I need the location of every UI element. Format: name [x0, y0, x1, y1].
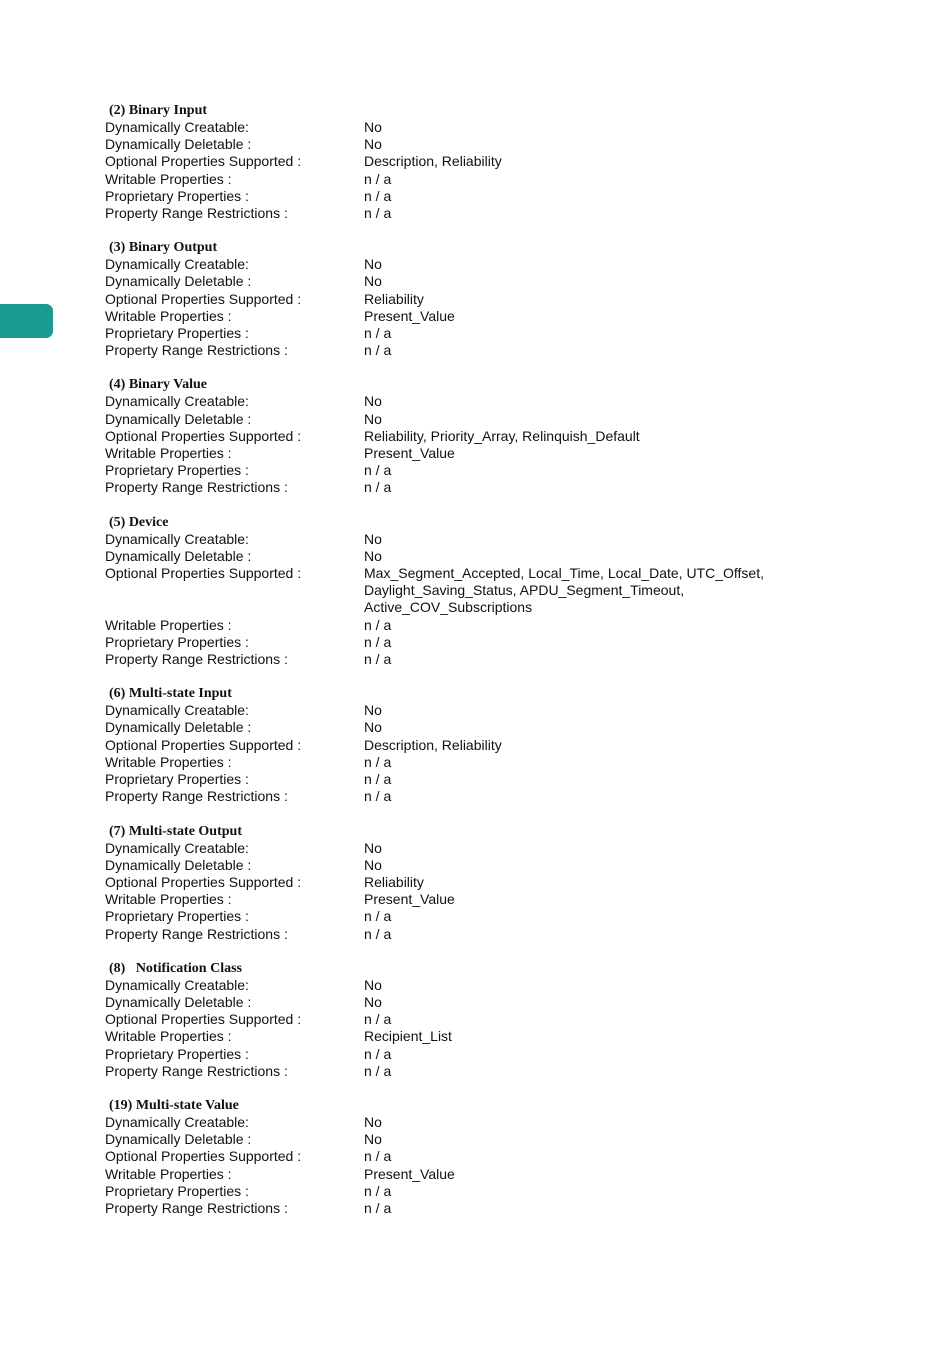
property-value: Description, Reliability [364, 736, 502, 753]
property-value: No [364, 273, 382, 290]
property-value: Present_Value [364, 445, 455, 462]
property-value: No [364, 976, 382, 993]
property-label: Optional Properties Supported : [105, 290, 302, 307]
property-row [105, 291, 905, 308]
property-label: Writable Properties : [105, 307, 232, 324]
property-row [105, 308, 905, 325]
property-row [105, 771, 905, 788]
property-label: Dynamically Deletable : [105, 410, 252, 427]
section-binary-input [105, 102, 905, 222]
property-value: n / a [364, 1011, 392, 1028]
property-value: No [364, 256, 382, 273]
property-label: Writable Properties : [105, 1165, 232, 1182]
property-label: Dynamically Creatable: [105, 839, 249, 856]
property-row [105, 531, 905, 548]
section-notification-class [105, 960, 905, 1080]
property-label: Property Range Restrictions : [105, 925, 288, 942]
property-row [105, 565, 905, 617]
property-value: n / a [364, 908, 392, 925]
property-row [105, 153, 905, 170]
property-value: n / a [364, 462, 392, 479]
property-label: Property Range Restrictions : [105, 788, 288, 805]
section-device [105, 514, 905, 669]
property-label: Proprietary Properties : [105, 462, 249, 479]
property-row [105, 702, 905, 719]
property-value: Present_Value [364, 1165, 455, 1182]
property-value: No [364, 136, 382, 153]
property-value: No [364, 410, 382, 427]
property-value: Present_Value [364, 307, 455, 324]
property-value: Recipient_List [364, 1028, 452, 1045]
property-label: Dynamically Deletable : [105, 719, 252, 736]
property-label: Dynamically Creatable: [105, 976, 249, 993]
property-value: n / a [364, 771, 392, 788]
property-row [105, 188, 905, 205]
property-value: No [364, 119, 382, 135]
property-row [105, 719, 905, 736]
property-label: Property Range Restrictions : [105, 205, 288, 222]
property-value: n / a [364, 1199, 392, 1216]
property-row [105, 342, 905, 359]
property-label: Dynamically Creatable: [105, 530, 249, 547]
property-row [105, 325, 905, 342]
property-label: Dynamically Deletable : [105, 993, 252, 1010]
property-row [105, 891, 905, 908]
property-label: Dynamically Creatable: [105, 702, 249, 719]
property-row [105, 977, 905, 994]
property-value: No [364, 856, 382, 873]
property-label: Writable Properties : [105, 445, 232, 462]
property-row [105, 617, 905, 634]
property-row [105, 119, 905, 136]
property-value: No [364, 530, 382, 547]
property-label: Dynamically Deletable : [105, 273, 252, 290]
property-row [105, 445, 905, 462]
property-row [105, 1131, 905, 1148]
property-label: Dynamically Creatable: [105, 1113, 249, 1130]
property-value: n / a [364, 925, 392, 942]
property-row [105, 273, 905, 290]
property-label: Writable Properties : [105, 170, 232, 187]
property-label: Property Range Restrictions : [105, 479, 288, 496]
property-label: Optional Properties Supported : [105, 565, 302, 582]
property-label: Dynamically Creatable: [105, 393, 249, 410]
property-label: Optional Properties Supported : [105, 1011, 302, 1028]
property-value: Reliability [364, 873, 424, 890]
property-label: Optional Properties Supported : [105, 1148, 302, 1165]
property-value: No [364, 1113, 382, 1130]
property-value: n / a [364, 1062, 392, 1079]
section-title: (3) Binary Output [109, 240, 218, 256]
property-label: Property Range Restrictions : [105, 1199, 288, 1216]
property-label: Dynamically Deletable : [105, 856, 252, 873]
property-value: Description, Reliability [364, 153, 502, 170]
property-value: Present_Value [364, 891, 455, 908]
property-label: Proprietary Properties : [105, 908, 249, 925]
property-row [105, 428, 905, 445]
property-value: n / a [364, 616, 392, 633]
section-multi-state-input [105, 685, 905, 805]
property-row [105, 479, 905, 496]
property-label: Proprietary Properties : [105, 325, 249, 342]
property-row [105, 1183, 905, 1200]
section-binary-value [105, 376, 905, 496]
section-title: (5) Device [109, 514, 169, 530]
property-label: Optional Properties Supported : [105, 736, 302, 753]
property-row [105, 1046, 905, 1063]
property-value: Reliability, Priority_Array, Relinquish_Default [364, 427, 640, 444]
property-row [105, 1114, 905, 1131]
property-row [105, 1028, 905, 1045]
property-label: Dynamically Creatable: [105, 119, 249, 135]
property-label: Optional Properties Supported : [105, 873, 302, 890]
property-label: Optional Properties Supported : [105, 153, 302, 170]
property-value: Max_Segment_Accepted, Local_Time, Local_Date, UTC_Offset, Daylight_Saving_Status, APDU_Segment_Timeout, Active_COV_Subscriptions [364, 565, 764, 616]
object-properties-list [105, 102, 905, 1234]
property-value: No [364, 839, 382, 856]
property-row [105, 393, 905, 410]
section-title: (19) Multi-state Value [109, 1097, 239, 1113]
property-value: n / a [364, 342, 392, 359]
property-value: n / a [364, 325, 392, 342]
property-label: Writable Properties : [105, 616, 232, 633]
property-row [105, 651, 905, 668]
property-value: n / a [364, 187, 392, 204]
property-value: No [364, 719, 382, 736]
property-row [105, 754, 905, 771]
property-label: Property Range Restrictions : [105, 651, 288, 668]
property-row [105, 171, 905, 188]
property-row [105, 634, 905, 651]
section-title: (7) Multi-state Output [109, 823, 242, 839]
section-multi-state-value [105, 1097, 905, 1217]
property-value: n / a [364, 170, 392, 187]
property-value: No [364, 993, 382, 1010]
property-value: n / a [364, 1045, 392, 1062]
property-label: Property Range Restrictions : [105, 342, 288, 359]
property-label: Proprietary Properties : [105, 1182, 249, 1199]
property-value: n / a [364, 1148, 392, 1165]
property-label: Dynamically Deletable : [105, 1131, 252, 1148]
property-row [105, 1063, 905, 1080]
section-title: (4) Binary Value [109, 377, 208, 393]
property-row [105, 548, 905, 565]
property-value: n / a [364, 788, 392, 805]
property-value: n / a [364, 1182, 392, 1199]
property-label: Dynamically Deletable : [105, 547, 252, 564]
property-label: Proprietary Properties : [105, 771, 249, 788]
property-row [105, 1166, 905, 1183]
property-row [105, 908, 905, 925]
section-title: (6) Multi-state Input [109, 686, 232, 702]
section-multi-state-output [105, 823, 905, 943]
property-row [105, 788, 905, 805]
property-value: n / a [364, 479, 392, 496]
property-value: n / a [364, 633, 392, 650]
property-value: No [364, 547, 382, 564]
property-row [105, 857, 905, 874]
property-value: No [364, 1131, 382, 1148]
property-value: n / a [364, 753, 392, 770]
property-label: Writable Properties : [105, 1028, 232, 1045]
property-row [105, 411, 905, 428]
property-label: Proprietary Properties : [105, 1045, 249, 1062]
property-label: Proprietary Properties : [105, 633, 249, 650]
property-row [105, 1148, 905, 1165]
property-label: Proprietary Properties : [105, 187, 249, 204]
property-row [105, 462, 905, 479]
property-value: n / a [364, 651, 392, 668]
property-row [105, 256, 905, 273]
property-row [105, 994, 905, 1011]
property-row [105, 1011, 905, 1028]
property-row [105, 840, 905, 857]
property-label: Dynamically Deletable : [105, 136, 252, 153]
section-title: (2) Binary Input [109, 103, 208, 118]
property-value: n / a [364, 205, 392, 222]
side-tab-marker [0, 304, 53, 338]
property-label: Dynamically Creatable: [105, 256, 249, 273]
property-label: Property Range Restrictions : [105, 1062, 288, 1079]
property-row [105, 926, 905, 943]
property-row [105, 136, 905, 153]
property-label: Optional Properties Supported : [105, 427, 302, 444]
property-value: No [364, 702, 382, 719]
property-label: Writable Properties : [105, 891, 232, 908]
property-value: Reliability [364, 290, 424, 307]
property-row [105, 1200, 905, 1217]
property-row [105, 737, 905, 754]
property-row [105, 874, 905, 891]
section-binary-output [105, 239, 905, 359]
section-title: (8) Notification Class [109, 960, 242, 976]
property-label: Writable Properties : [105, 753, 232, 770]
property-row [105, 205, 905, 222]
property-value: No [364, 393, 382, 410]
